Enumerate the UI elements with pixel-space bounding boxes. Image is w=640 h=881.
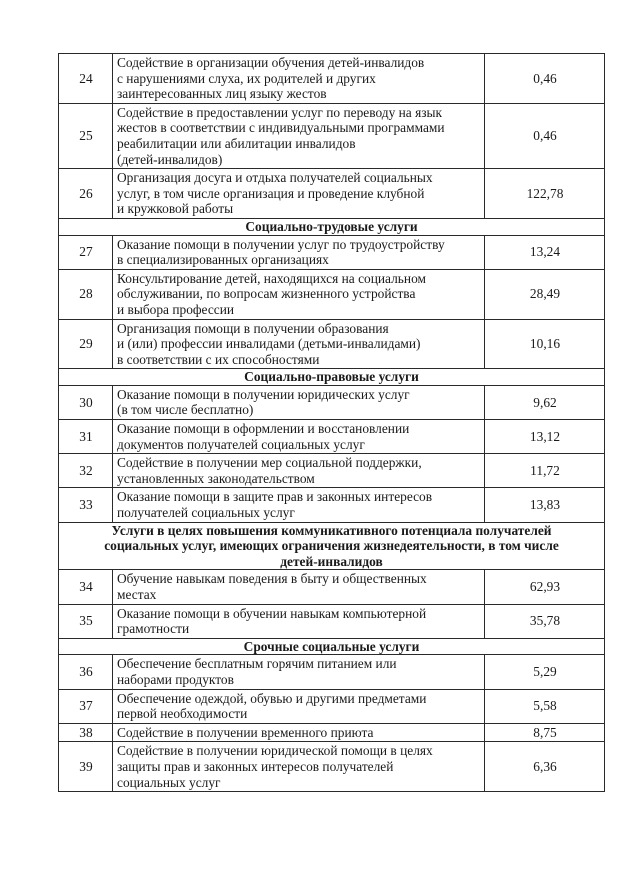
row-number: 39 xyxy=(59,742,113,792)
section-title: Социально-трудовые услуги xyxy=(59,218,605,235)
table-row xyxy=(59,655,605,689)
service-name: Содействие в получении временного приюта xyxy=(113,723,485,742)
table-row xyxy=(59,488,605,522)
service-price: 28,49 xyxy=(485,269,605,319)
table-row xyxy=(59,235,605,269)
table-row xyxy=(59,723,605,742)
service-name: Оказание помощи в получении услуг по трудоустройству в специализированных организациях xyxy=(113,235,485,269)
row-number: 38 xyxy=(59,723,113,742)
service-price: 0,46 xyxy=(485,103,605,168)
section-header-row xyxy=(59,369,605,386)
service-name: Обучение навыкам поведения в быту и общественных местах xyxy=(113,570,485,604)
service-price: 0,46 xyxy=(485,54,605,104)
service-price: 62,93 xyxy=(485,570,605,604)
section-title: Срочные социальные услуги xyxy=(59,638,605,655)
service-price: 6,36 xyxy=(485,742,605,792)
table-row xyxy=(59,604,605,638)
service-name: Обеспечение одеждой, обувью и другими предметами первой необходимости xyxy=(113,689,485,723)
service-price: 35,78 xyxy=(485,604,605,638)
row-number: 29 xyxy=(59,319,113,369)
service-price: 13,24 xyxy=(485,235,605,269)
service-name: Оказание помощи в обучении навыкам компьютерной грамотности xyxy=(113,604,485,638)
row-number: 32 xyxy=(59,454,113,488)
services-price-table xyxy=(58,53,605,792)
service-price: 5,58 xyxy=(485,689,605,723)
row-number: 31 xyxy=(59,420,113,454)
service-price: 13,83 xyxy=(485,488,605,522)
row-number: 37 xyxy=(59,689,113,723)
table-row xyxy=(59,169,605,219)
row-number: 36 xyxy=(59,655,113,689)
table-row xyxy=(59,319,605,369)
section-header-row xyxy=(59,522,605,570)
service-name: Оказание помощи в защите прав и законных интересов получателей социальных услуг xyxy=(113,488,485,522)
service-price: 13,12 xyxy=(485,420,605,454)
table-row xyxy=(59,454,605,488)
service-name: Содействие в получении юридической помощи в целях защиты прав и законных интересов получателей социальных услуг xyxy=(113,742,485,792)
service-name: Организация досуга и отдыха получателей социальных услуг, в том числе организация и проведение клубной и кружковой работы xyxy=(113,169,485,219)
table-row xyxy=(59,385,605,419)
service-name: Содействие в получении мер социальной поддержки, установленных законодательством xyxy=(113,454,485,488)
service-price: 5,29 xyxy=(485,655,605,689)
row-number: 27 xyxy=(59,235,113,269)
service-price: 9,62 xyxy=(485,385,605,419)
service-price: 11,72 xyxy=(485,454,605,488)
service-name: Содействие в организации обучения детей-инвалидов с нарушениями слуха, их родителей и других заинтересованных лиц языку жестов xyxy=(113,54,485,104)
row-number: 28 xyxy=(59,269,113,319)
row-number: 30 xyxy=(59,385,113,419)
service-name: Консультирование детей, находящихся на социальном обслуживании, по вопросам жизненного устройства и выбора профессии xyxy=(113,269,485,319)
service-price: 8,75 xyxy=(485,723,605,742)
row-number: 35 xyxy=(59,604,113,638)
table-row xyxy=(59,689,605,723)
row-number: 34 xyxy=(59,570,113,604)
table-row xyxy=(59,54,605,104)
row-number: 25 xyxy=(59,103,113,168)
section-title: Социально-правовые услуги xyxy=(59,369,605,386)
table-row xyxy=(59,742,605,792)
service-name: Содействие в предоставлении услуг по переводу на язык жестов в соответствии с индивидуальными программами реабилитации или абилитации инвалидов (детей-инвалидов) xyxy=(113,103,485,168)
section-header-row xyxy=(59,638,605,655)
row-number: 24 xyxy=(59,54,113,104)
table-row xyxy=(59,269,605,319)
service-name: Обеспечение бесплатным горячим питанием или наборами продуктов xyxy=(113,655,485,689)
section-title: Услуги в целях повышения коммуникативного потенциала получателей социальных услуг, имеющих ограничения жизнедеятельности, в том числе детей-инвалидов xyxy=(59,522,605,570)
service-name: Оказание помощи в получении юридических услуг (в том числе бесплатно) xyxy=(113,385,485,419)
service-name: Организация помощи в получении образования и (или) профессии инвалидами (детьми-инвалидами) в соответствии с их способностями xyxy=(113,319,485,369)
table-row xyxy=(59,420,605,454)
service-price: 10,16 xyxy=(485,319,605,369)
row-number: 26 xyxy=(59,169,113,219)
service-price: 122,78 xyxy=(485,169,605,219)
table-body xyxy=(59,54,605,792)
section-header-row xyxy=(59,218,605,235)
table-row xyxy=(59,570,605,604)
table-row xyxy=(59,103,605,168)
service-name: Оказание помощи в оформлении и восстановлении документов получателей социальных услуг xyxy=(113,420,485,454)
row-number: 33 xyxy=(59,488,113,522)
